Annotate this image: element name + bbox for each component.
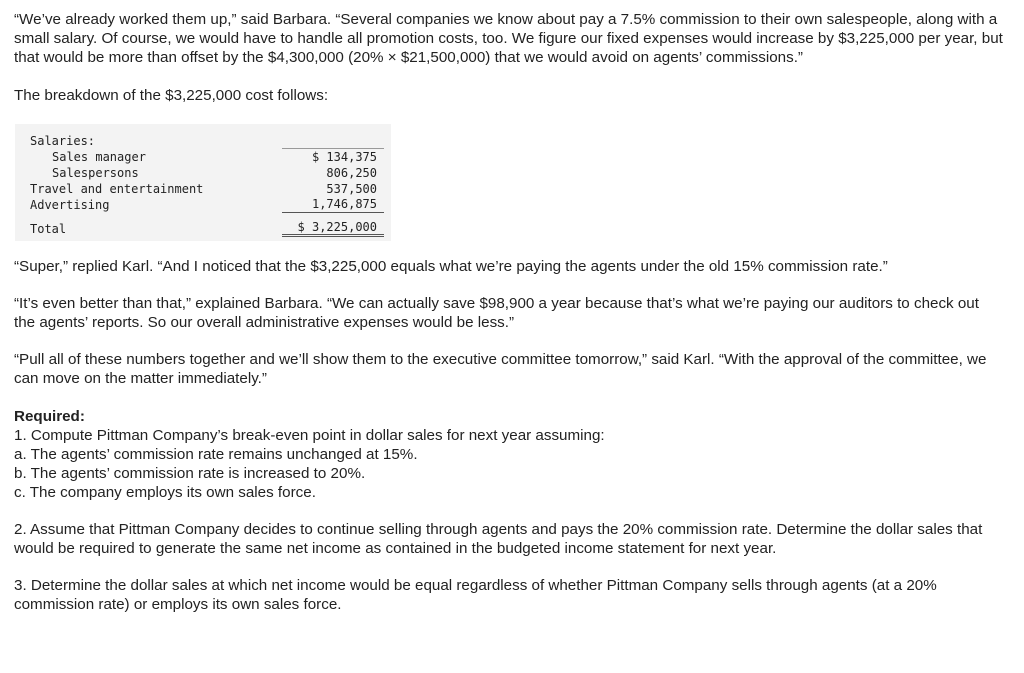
row-label: Sales manager: [52, 150, 146, 164]
row-value: 537,500: [326, 182, 377, 196]
total-value: $ 3,225,000: [282, 217, 384, 237]
salaries-header: Salaries:: [30, 134, 96, 148]
breakdown-paragraph: The breakdown of the $3,225,000 cost follows:: [14, 87, 329, 104]
row-value: 806,250: [326, 166, 377, 180]
total-label: Total: [30, 222, 67, 236]
row-label: Advertising: [30, 198, 110, 212]
intro-paragraph: “We’ve already worked them up,” said Barbara. “Several companies we know about pay a 7.5% commission to their own salespeople, along with a small salary. Of course, we would have to handle all promotion costs, too. We figure our fixed expenses would increase by $3,225,000 per year, but that would be more than offset by the $4,300,000 (20% × $21,500,000) that we would avoid on agents’ commissions.”: [14, 11, 1003, 66]
row-label: Salespersons: [52, 166, 139, 180]
row-value: 1,746,875: [282, 196, 384, 213]
question-1: 1. Compute Pittman Company’s break-even point in dollar sales for next year assuming:: [14, 427, 605, 444]
pull-paragraph: “Pull all of these numbers together and we’ll show them to the executive committee tomorrow,” said Karl. “With the approval of the committee, we can move on the matter immediately.”: [14, 351, 987, 387]
table-row: [15, 197, 391, 213]
better-paragraph: “It’s even better than that,” explained Barbara. “We can actually save $98,900 a year because that’s what we’re paying our auditors to check out the agents’ reports. So our overall administrative expenses would be less.”: [14, 295, 979, 331]
row-label: Travel and entertainment: [30, 182, 204, 196]
table-row: [15, 165, 391, 181]
question-3: 3. Determine the dollar sales at which net income would be equal regardless of whether Pittman Company sells through agents (at a 20% commission rate) or employs its own sales force.: [14, 577, 937, 613]
table-row-total: [15, 215, 391, 237]
question-1b: b. The agents’ commission rate is increased to 20%.: [14, 465, 366, 482]
table-row: [15, 181, 391, 197]
question-1a: a. The agents’ commission rate remains unchanged at 15%.: [14, 446, 418, 463]
cost-breakdown-table: [15, 124, 391, 241]
super-paragraph: “Super,” replied Karl. “And I noticed that the $3,225,000 equals what we’re paying the agents under the old 15% commission rate.”: [14, 258, 888, 275]
question-2: 2. Assume that Pittman Company decides to continue selling through agents and pays the 20% commission rate. Determine the dollar sales that would be required to generate the same net income as contained in the budgeted income statement for next year.: [14, 521, 983, 557]
document-body: [14, 10, 1004, 614]
row-value: $ 134,375: [282, 148, 384, 165]
table-row: [15, 149, 391, 165]
question-1c: c. The company employs its own sales force.: [14, 484, 316, 501]
table-row-header: [15, 133, 391, 149]
required-title: Required:: [14, 408, 85, 425]
